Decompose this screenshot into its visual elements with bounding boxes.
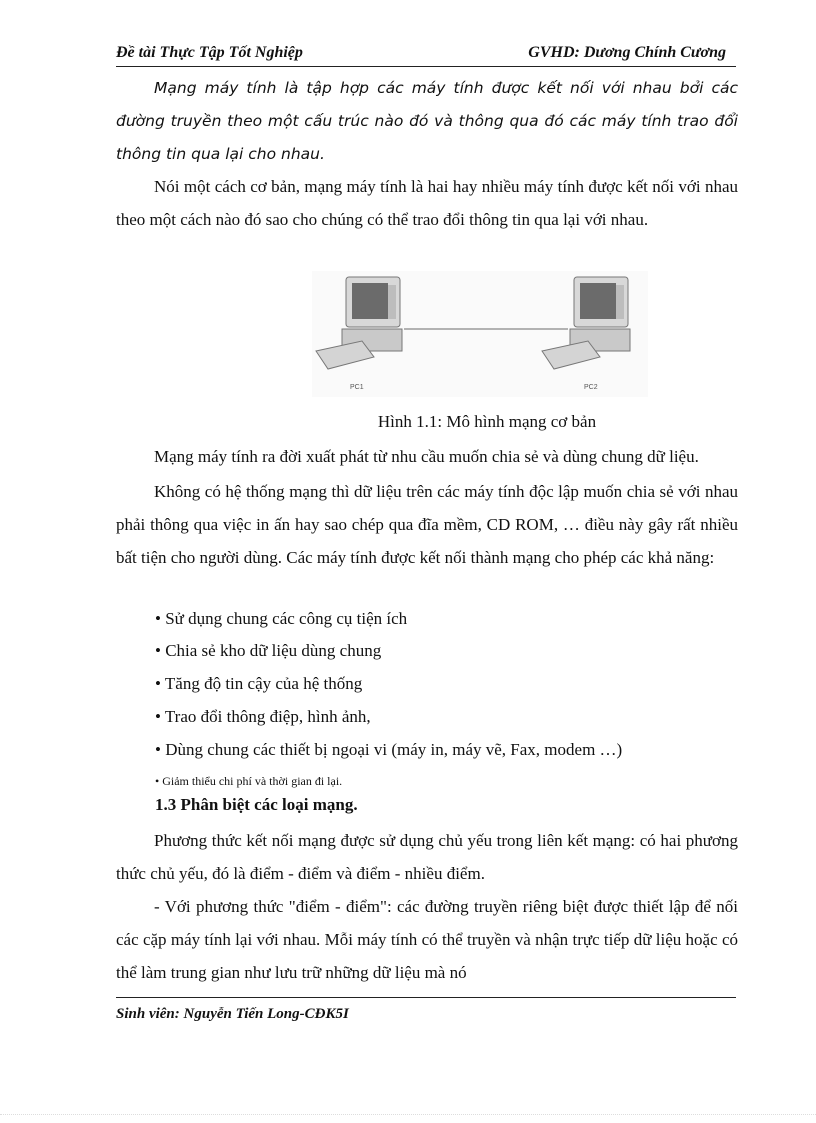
- pc2-label: PC2: [584, 384, 598, 391]
- section-heading: 1.3 Phân biệt các loại mạng.: [155, 795, 358, 814]
- pc1-label: PC1: [350, 384, 364, 391]
- paragraph-origin: Mạng máy tính ra đời xuất phát từ nhu cầu muốn chia sẻ và dùng chung dữ liệu.: [154, 447, 699, 466]
- header-title: Đề tài Thực Tập Tốt Nghiệp: [116, 44, 303, 61]
- network-diagram: [312, 271, 648, 397]
- paragraph-point-to-point: - Với phương thức "điểm - điểm": các đường truyền riêng biệt được thiết lập để nối các cặp máy tính lại với nhau. Mỗi máy tính có thể truyền và nhận trực tiếp dữ liệu hoặc có thể làm trung gian như lưu trữ những dữ liệu mà nó: [116, 897, 738, 982]
- header-advisor: GVHD: Dương Chính Cương: [528, 44, 726, 61]
- list-item: • Giảm thiểu chi phí và thời gian đi lại.: [155, 774, 343, 788]
- paragraph-benefits-intro: Không có hệ thống mạng thì dữ liệu trên các máy tính độc lập muốn chia sẻ với nhau phải thông qua việc in ấn hay sao chép qua đĩa mềm, CD ROM, … điều này gây rất nhiều bất tiện cho người dùng. Các máy tính được kết nối thành mạng cho phép các khả năng:: [116, 482, 738, 567]
- footer-student: Sinh viên: Nguyễn Tiến Long-CĐK5I: [116, 1006, 349, 1022]
- page-footer: [116, 997, 736, 1023]
- list-item: • Chia sẻ kho dữ liệu dùng chung: [155, 641, 382, 660]
- list-item: • Sử dụng chung các công cụ tiện ích: [155, 609, 408, 628]
- figure-caption: Hình 1.1: Mô hình mạng cơ bản: [377, 412, 597, 431]
- list-item: • Dùng chung các thiết bị ngoại vi (máy in, máy vẽ, Fax, modem …): [155, 740, 623, 759]
- paragraph-methods: Phương thức kết nối mạng được sử dụng chủ yếu trong liên kết mạng: có hai phương thức chủ yếu, đó là điểm - điểm và điểm - nhiều điểm.: [116, 831, 738, 883]
- page-header: [116, 40, 736, 67]
- list-item: • Trao đổi thông điệp, hình ảnh,: [155, 707, 371, 726]
- paragraph-basic: Nói một cách cơ bản, mạng máy tính là hai hay nhiều máy tính được kết nối với nhau theo một cách nào đó sao cho chúng có thể trao đổi thông tin qua lại với nhau.: [116, 177, 738, 229]
- paragraph-definition: Mạng máy tính là tập hợp các máy tính được kết nối với nhau bởi các đường truyền theo một cấu trúc nào đó và thông qua đó các máy tính trao đổi thông tin qua lại cho nhau.: [116, 79, 738, 163]
- list-item: • Tăng độ tin cậy của hệ thống: [155, 674, 363, 693]
- page-bottom-divider: [0, 1114, 816, 1115]
